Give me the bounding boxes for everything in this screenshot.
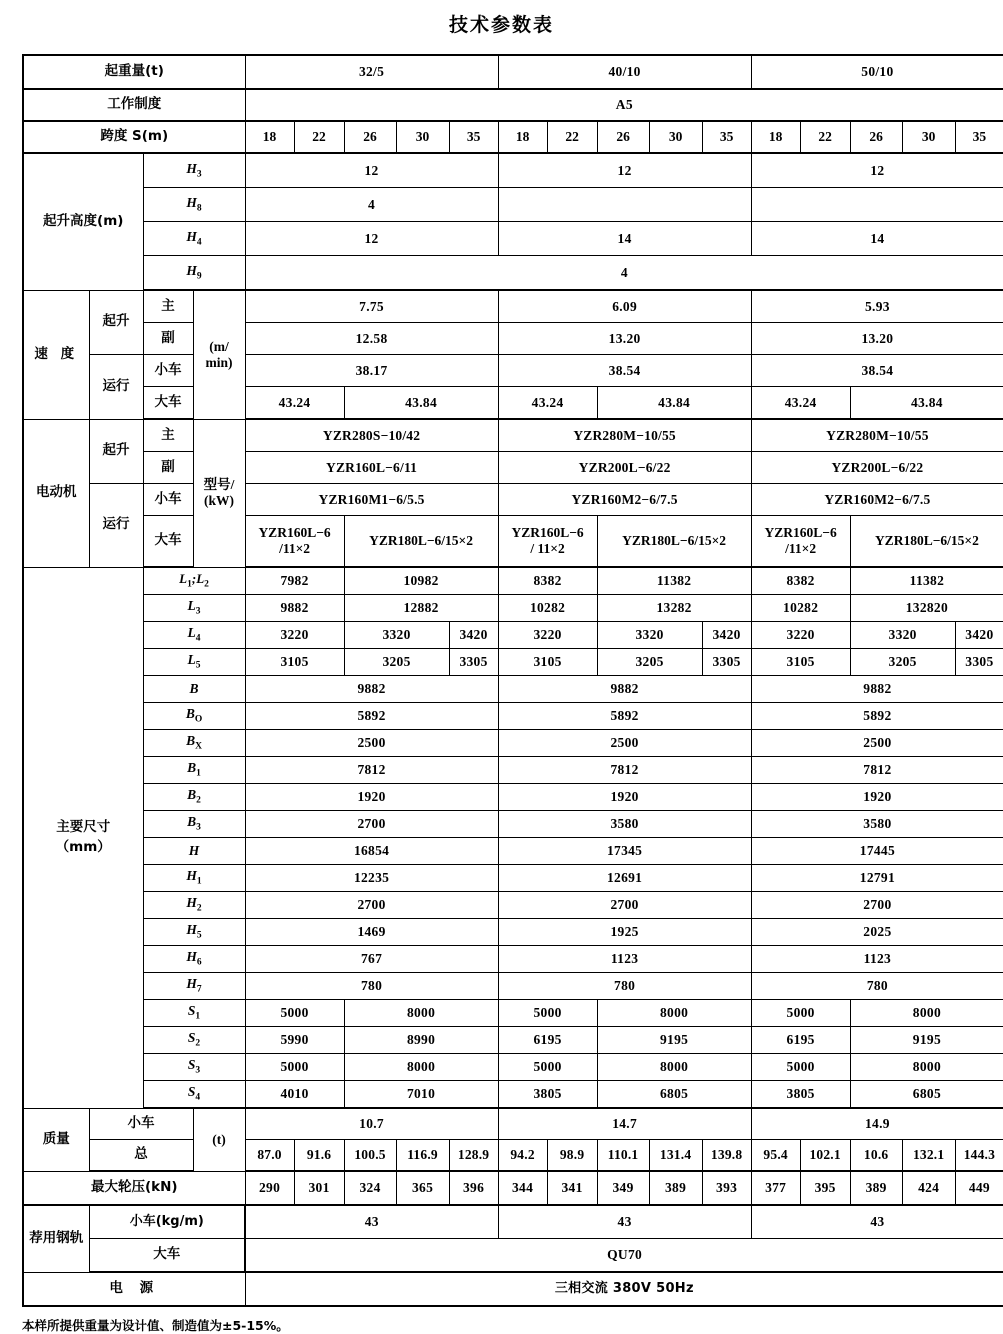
row-speed-bridge bbox=[23, 387, 1003, 420]
symbol-s4: $S_4$ bbox=[143, 1081, 245, 1109]
motor-hoist-label: 起升 bbox=[89, 419, 143, 484]
mass-total-value: 10.6 bbox=[850, 1140, 902, 1172]
dim-value: 11382 bbox=[597, 567, 751, 595]
dim-value: 3205 bbox=[850, 649, 955, 676]
motor-main-label: 主 bbox=[143, 419, 193, 452]
symbol-bo: $B_O$ bbox=[143, 703, 245, 730]
motor-aux-value: YZR200L−6/22 bbox=[498, 452, 751, 484]
symbol-h2: $H_2$ bbox=[143, 892, 245, 919]
row-duty bbox=[23, 89, 1003, 121]
wheel-pressure-value: 344 bbox=[498, 1171, 547, 1205]
row-lift-height-h9 bbox=[23, 256, 1003, 291]
dim-value: 5000 bbox=[245, 1000, 344, 1027]
row-dim-b bbox=[23, 676, 1003, 703]
dim-value: 12235 bbox=[245, 865, 498, 892]
mass-total-value: 95.4 bbox=[751, 1140, 800, 1172]
dim-value: 8000 bbox=[850, 1000, 1003, 1027]
row-dim-s3 bbox=[23, 1054, 1003, 1081]
lift-h3-value: 12 bbox=[751, 153, 1003, 188]
motor-travel-label: 运行 bbox=[89, 484, 143, 568]
dim-value: 8382 bbox=[751, 567, 850, 595]
motor-bridge-value-large: YZR180L−6/15×2 bbox=[850, 516, 1003, 568]
span-value: 18 bbox=[498, 121, 547, 153]
span-value: 22 bbox=[294, 121, 344, 153]
motor-bridge-value-small: YZR160L−6 /11×2 bbox=[245, 516, 344, 568]
dim-value: 767 bbox=[245, 946, 498, 973]
symbol-b3: $B_3$ bbox=[143, 811, 245, 838]
row-dim-h bbox=[23, 838, 1003, 865]
motor-label: 电动机 bbox=[23, 419, 89, 567]
mass-trolley-value: 14.7 bbox=[498, 1108, 751, 1140]
mass-total-value: 102.1 bbox=[800, 1140, 850, 1172]
dim-value: 3205 bbox=[597, 649, 702, 676]
dim-value: 8000 bbox=[344, 1054, 498, 1081]
mass-total-value: 116.9 bbox=[396, 1140, 449, 1172]
lift-h4-value: 12 bbox=[245, 222, 498, 256]
dim-value: 3220 bbox=[751, 622, 850, 649]
dim-value: 1925 bbox=[498, 919, 751, 946]
symbol-b2: $B_2$ bbox=[143, 784, 245, 811]
motor-bridge-value-large: YZR180L−6/15×2 bbox=[344, 516, 498, 568]
symbol-l3: $L_3$ bbox=[143, 595, 245, 622]
dim-value: 9882 bbox=[245, 676, 498, 703]
dim-value: 7010 bbox=[344, 1081, 498, 1109]
dim-value: 780 bbox=[245, 973, 498, 1000]
dim-value: 3220 bbox=[498, 622, 597, 649]
rail-label: 荐用钢轨 bbox=[23, 1205, 89, 1272]
dim-value: 5892 bbox=[498, 703, 751, 730]
dim-value: 1469 bbox=[245, 919, 498, 946]
speed-main-label: 主 bbox=[143, 290, 193, 323]
page-title: 技术参数表 bbox=[448, 14, 554, 36]
speed-hoist-label: 起升 bbox=[89, 290, 143, 355]
capacity-value: 50/10 bbox=[751, 55, 1003, 89]
lift-h3-value: 12 bbox=[498, 153, 751, 188]
lift-h8-value: 4 bbox=[245, 188, 498, 222]
dim-value: 3320 bbox=[597, 622, 702, 649]
dim-value: 12691 bbox=[498, 865, 751, 892]
mass-total-value: 110.1 bbox=[597, 1140, 649, 1172]
dim-value: 3305 bbox=[702, 649, 751, 676]
mass-total-value: 139.8 bbox=[702, 1140, 751, 1172]
dim-value: 5892 bbox=[245, 703, 498, 730]
speed-unit: (m/ min) bbox=[193, 290, 245, 419]
wheel-pressure-value: 341 bbox=[547, 1171, 597, 1205]
mass-trolley-value: 10.7 bbox=[245, 1108, 498, 1140]
motor-main-value: YZR280M−10/55 bbox=[498, 419, 751, 452]
dim-value: 5000 bbox=[498, 1054, 597, 1081]
row-lift-height-h4 bbox=[23, 222, 1003, 256]
dim-value: 1920 bbox=[245, 784, 498, 811]
dim-value: 3580 bbox=[498, 811, 751, 838]
row-lift-height-h3 bbox=[23, 153, 1003, 188]
symbol-l5: $L_5$ bbox=[143, 649, 245, 676]
rail-trolley-value: 43 bbox=[751, 1205, 1003, 1239]
row-dim-l3 bbox=[23, 595, 1003, 622]
span-value: 18 bbox=[245, 121, 294, 153]
row-motor-bridge bbox=[23, 516, 1003, 568]
motor-trolley-value: YZR160M2−6/7.5 bbox=[751, 484, 1003, 516]
dim-value: 8382 bbox=[498, 567, 597, 595]
dim-value: 3320 bbox=[850, 622, 955, 649]
mass-total-value: 128.9 bbox=[449, 1140, 498, 1172]
row-speed-trolley bbox=[23, 355, 1003, 387]
rail-bridge-label: 大车 bbox=[89, 1239, 245, 1273]
symbol-h4: $H_4$ bbox=[143, 222, 245, 256]
wheel-pressure-value: 396 bbox=[449, 1171, 498, 1205]
dim-value: 132820 bbox=[850, 595, 1003, 622]
span-value: 26 bbox=[344, 121, 396, 153]
dim-value: 3420 bbox=[955, 622, 1003, 649]
row-dim-h6 bbox=[23, 946, 1003, 973]
speed-main-value: 7.75 bbox=[245, 290, 498, 323]
dim-value: 8000 bbox=[344, 1000, 498, 1027]
power-value: 三相交流 380V 50Hz bbox=[245, 1272, 1003, 1306]
mass-total-label: 总 bbox=[89, 1140, 193, 1172]
symbol-b1: $B_1$ bbox=[143, 757, 245, 784]
dim-value: 2025 bbox=[751, 919, 1003, 946]
speed-aux-value: 12.58 bbox=[245, 323, 498, 355]
dim-value: 3105 bbox=[751, 649, 850, 676]
dim-value: 11382 bbox=[850, 567, 1003, 595]
motor-aux-label: 副 bbox=[143, 452, 193, 484]
dim-value: 7812 bbox=[498, 757, 751, 784]
wheel-pressure-value: 393 bbox=[702, 1171, 751, 1205]
dim-value: 2500 bbox=[498, 730, 751, 757]
mass-total-value: 98.9 bbox=[547, 1140, 597, 1172]
span-value: 22 bbox=[800, 121, 850, 153]
motor-bridge-value-small: YZR160L−6 / 11×2 bbox=[498, 516, 597, 568]
dim-value: 17445 bbox=[751, 838, 1003, 865]
capacity-label: 起重量(t) bbox=[23, 55, 245, 89]
dim-value: 10982 bbox=[344, 567, 498, 595]
dim-value: 3320 bbox=[344, 622, 449, 649]
mass-total-value: 87.0 bbox=[245, 1140, 294, 1172]
symbol-h1: $H_1$ bbox=[143, 865, 245, 892]
span-value: 30 bbox=[396, 121, 449, 153]
dim-value: 5892 bbox=[751, 703, 1003, 730]
symbol-bx: $B_X$ bbox=[143, 730, 245, 757]
mass-unit: (t) bbox=[193, 1108, 245, 1171]
dim-value: 12882 bbox=[344, 595, 498, 622]
mass-trolley-label: 小车 bbox=[89, 1108, 193, 1140]
symbol-h7: $H_7$ bbox=[143, 973, 245, 1000]
rail-trolley-value: 43 bbox=[498, 1205, 751, 1239]
rail-trolley-value: 43 bbox=[245, 1205, 498, 1239]
dim-value: 6195 bbox=[498, 1027, 597, 1054]
row-dim-bo bbox=[23, 703, 1003, 730]
span-value: 26 bbox=[850, 121, 902, 153]
mass-total-value: 144.3 bbox=[955, 1140, 1003, 1172]
lift-h4-value: 14 bbox=[751, 222, 1003, 256]
motor-trolley-value: YZR160M1−6/5.5 bbox=[245, 484, 498, 516]
span-value: 30 bbox=[902, 121, 955, 153]
dim-value: 780 bbox=[751, 973, 1003, 1000]
lift-h9-value: 4 bbox=[245, 256, 1003, 291]
symbol-h8: $H_8$ bbox=[143, 188, 245, 222]
dim-value: 3105 bbox=[245, 649, 344, 676]
row-dim-s2 bbox=[23, 1027, 1003, 1054]
span-value: 35 bbox=[449, 121, 498, 153]
row-dim-h2 bbox=[23, 892, 1003, 919]
dim-value: 16854 bbox=[245, 838, 498, 865]
dim-value: 2700 bbox=[751, 892, 1003, 919]
span-label: 跨度 S(m) bbox=[23, 121, 245, 153]
row-lift-height-h8 bbox=[23, 188, 1003, 222]
dim-value: 3305 bbox=[955, 649, 1003, 676]
power-label: 电 源 bbox=[23, 1272, 245, 1306]
speed-trolley-value: 38.54 bbox=[751, 355, 1003, 387]
dim-value: 9195 bbox=[850, 1027, 1003, 1054]
row-motor-trolley bbox=[23, 484, 1003, 516]
motor-bridge-value-small: YZR160L−6 /11×2 bbox=[751, 516, 850, 568]
motor-main-value: YZR280M−10/55 bbox=[751, 419, 1003, 452]
wheel-pressure-value: 290 bbox=[245, 1171, 294, 1205]
dim-value: 3580 bbox=[751, 811, 1003, 838]
speed-trolley-value: 38.54 bbox=[498, 355, 751, 387]
wheel-pressure-value: 389 bbox=[850, 1171, 902, 1205]
mass-trolley-value: 14.9 bbox=[751, 1108, 1003, 1140]
span-value: 22 bbox=[547, 121, 597, 153]
row-dim-s1 bbox=[23, 1000, 1003, 1027]
wheel-pressure-value: 324 bbox=[344, 1171, 396, 1205]
dims-label: 主要尺寸 （mm） bbox=[23, 567, 143, 1108]
speed-travel-label: 运行 bbox=[89, 355, 143, 420]
speed-label: 速 度 bbox=[23, 290, 89, 419]
technical-parameters-table bbox=[22, 54, 1003, 1307]
speed-aux-value: 13.20 bbox=[498, 323, 751, 355]
row-capacity bbox=[23, 55, 1003, 89]
rail-bridge-value: QU70 bbox=[245, 1239, 1003, 1273]
dim-value: 8000 bbox=[597, 1054, 751, 1081]
speed-bridge-value: 43.24 bbox=[245, 387, 344, 420]
wheel-pressure-value: 424 bbox=[902, 1171, 955, 1205]
speed-main-value: 6.09 bbox=[498, 290, 751, 323]
dim-value: 10282 bbox=[498, 595, 597, 622]
motor-bridge-value-large: YZR180L−6/15×2 bbox=[597, 516, 751, 568]
footnote: 本样所提供重量为设计值、制造值为±5-15%。 bbox=[22, 1318, 289, 1333]
dim-value: 2700 bbox=[498, 892, 751, 919]
wheel-pressure-value: 377 bbox=[751, 1171, 800, 1205]
capacity-value: 32/5 bbox=[245, 55, 498, 89]
dim-value: 2500 bbox=[751, 730, 1003, 757]
span-value: 26 bbox=[597, 121, 649, 153]
dim-value: 780 bbox=[498, 973, 751, 1000]
dim-value: 6195 bbox=[751, 1027, 850, 1054]
row-span bbox=[23, 121, 1003, 153]
mass-total-value: 131.4 bbox=[649, 1140, 702, 1172]
row-dim-b3 bbox=[23, 811, 1003, 838]
dim-value: 9882 bbox=[751, 676, 1003, 703]
speed-bridge-value: 43.84 bbox=[344, 387, 498, 420]
lift-h8-value bbox=[498, 188, 751, 222]
lift-h4-value: 14 bbox=[498, 222, 751, 256]
span-value: 18 bbox=[751, 121, 800, 153]
dim-value: 1920 bbox=[751, 784, 1003, 811]
symbol-l4: $L_4$ bbox=[143, 622, 245, 649]
dim-value: 5990 bbox=[245, 1027, 344, 1054]
dim-value: 1920 bbox=[498, 784, 751, 811]
symbol-b: B bbox=[143, 676, 245, 703]
speed-bridge-label: 大车 bbox=[143, 387, 193, 420]
dim-value: 9882 bbox=[498, 676, 751, 703]
speed-main-value: 5.93 bbox=[751, 290, 1003, 323]
dim-value: 5000 bbox=[751, 1054, 850, 1081]
row-dim-b2 bbox=[23, 784, 1003, 811]
dim-value: 13282 bbox=[597, 595, 751, 622]
dim-value: 3420 bbox=[702, 622, 751, 649]
row-dim-l5 bbox=[23, 649, 1003, 676]
speed-bridge-value: 43.24 bbox=[751, 387, 850, 420]
row-dim-l4 bbox=[23, 622, 1003, 649]
dim-value: 3220 bbox=[245, 622, 344, 649]
lift-height-label: 起升高度(m) bbox=[23, 153, 143, 290]
dim-value: 5000 bbox=[498, 1000, 597, 1027]
row-dim-h1 bbox=[23, 865, 1003, 892]
dim-value: 5000 bbox=[245, 1054, 344, 1081]
mass-total-value: 132.1 bbox=[902, 1140, 955, 1172]
wheel-pressure-label: 最大轮压(kN) bbox=[23, 1171, 245, 1205]
dim-value: 1123 bbox=[498, 946, 751, 973]
speed-bridge-value: 43.24 bbox=[498, 387, 597, 420]
dim-value: 7982 bbox=[245, 567, 344, 595]
dim-value: 1123 bbox=[751, 946, 1003, 973]
row-power bbox=[23, 1272, 1003, 1306]
symbol-s3: $S_3$ bbox=[143, 1054, 245, 1081]
row-dim-bx bbox=[23, 730, 1003, 757]
motor-bridge-label: 大车 bbox=[143, 516, 193, 568]
dim-value: 10282 bbox=[751, 595, 850, 622]
dim-value: 17345 bbox=[498, 838, 751, 865]
duty-label: 工作制度 bbox=[23, 89, 245, 121]
capacity-value: 40/10 bbox=[498, 55, 751, 89]
mass-total-value: 94.2 bbox=[498, 1140, 547, 1172]
dim-value: 6805 bbox=[597, 1081, 751, 1109]
row-rail-bridge bbox=[23, 1239, 1003, 1273]
lift-h8-value bbox=[751, 188, 1003, 222]
row-motor-main bbox=[23, 419, 1003, 452]
symbol-s2: $S_2$ bbox=[143, 1027, 245, 1054]
speed-trolley-value: 38.17 bbox=[245, 355, 498, 387]
row-dim-l1l2 bbox=[23, 567, 1003, 595]
dim-value: 7812 bbox=[751, 757, 1003, 784]
speed-bridge-value: 43.84 bbox=[850, 387, 1003, 420]
wheel-pressure-value: 395 bbox=[800, 1171, 850, 1205]
speed-trolley-label: 小车 bbox=[143, 355, 193, 387]
wheel-pressure-value: 449 bbox=[955, 1171, 1003, 1205]
row-motor-aux bbox=[23, 452, 1003, 484]
symbol-h3: $H_3$ bbox=[143, 153, 245, 188]
row-rail-trolley bbox=[23, 1205, 1003, 1239]
motor-aux-value: YZR160L−6/11 bbox=[245, 452, 498, 484]
span-value: 35 bbox=[955, 121, 1003, 153]
duty-value: A5 bbox=[245, 89, 1003, 121]
dim-value: 8000 bbox=[850, 1054, 1003, 1081]
symbol-l1-l2: $L_1;L_2$ bbox=[143, 567, 245, 595]
wheel-pressure-value: 365 bbox=[396, 1171, 449, 1205]
dim-value: 12791 bbox=[751, 865, 1003, 892]
dim-value: 6805 bbox=[850, 1081, 1003, 1109]
row-dim-h7 bbox=[23, 973, 1003, 1000]
dim-value: 3305 bbox=[449, 649, 498, 676]
row-dim-s4 bbox=[23, 1081, 1003, 1109]
dim-value: 2700 bbox=[245, 892, 498, 919]
row-dim-b1 bbox=[23, 757, 1003, 784]
dim-value: 7812 bbox=[245, 757, 498, 784]
symbol-s1: $S_1$ bbox=[143, 1000, 245, 1027]
wheel-pressure-value: 389 bbox=[649, 1171, 702, 1205]
dim-value: 3205 bbox=[344, 649, 449, 676]
dim-value: 8990 bbox=[344, 1027, 498, 1054]
dim-value: 3105 bbox=[498, 649, 597, 676]
dim-value: 2500 bbox=[245, 730, 498, 757]
wheel-pressure-value: 301 bbox=[294, 1171, 344, 1205]
dim-value: 3420 bbox=[449, 622, 498, 649]
dim-value: 8000 bbox=[597, 1000, 751, 1027]
row-speed-aux bbox=[23, 323, 1003, 355]
mass-total-value: 100.5 bbox=[344, 1140, 396, 1172]
symbol-h6: $H_6$ bbox=[143, 946, 245, 973]
dim-value: 9882 bbox=[245, 595, 344, 622]
mass-total-value: 91.6 bbox=[294, 1140, 344, 1172]
dim-value: 3805 bbox=[751, 1081, 850, 1109]
dim-value: 9195 bbox=[597, 1027, 751, 1054]
symbol-h5: $H_5$ bbox=[143, 919, 245, 946]
motor-unit: 型号/ (kW) bbox=[193, 419, 245, 567]
dim-value: 3805 bbox=[498, 1081, 597, 1109]
motor-aux-value: YZR200L−6/22 bbox=[751, 452, 1003, 484]
symbol-h: H bbox=[143, 838, 245, 865]
row-dim-h5 bbox=[23, 919, 1003, 946]
dim-value: 5000 bbox=[751, 1000, 850, 1027]
speed-aux-label: 副 bbox=[143, 323, 193, 355]
motor-main-value: YZR280S−10/42 bbox=[245, 419, 498, 452]
row-wheel-pressure bbox=[23, 1171, 1003, 1205]
span-value: 35 bbox=[702, 121, 751, 153]
speed-bridge-value: 43.84 bbox=[597, 387, 751, 420]
rail-trolley-label: 小车(kg/m) bbox=[89, 1205, 245, 1239]
wheel-pressure-value: 349 bbox=[597, 1171, 649, 1205]
mass-label: 质量 bbox=[23, 1108, 89, 1171]
dim-value: 2700 bbox=[245, 811, 498, 838]
speed-aux-value: 13.20 bbox=[751, 323, 1003, 355]
motor-trolley-label: 小车 bbox=[143, 484, 193, 516]
row-mass-trolley bbox=[23, 1108, 1003, 1140]
dim-value: 4010 bbox=[245, 1081, 344, 1109]
symbol-h9: $H_9$ bbox=[143, 256, 245, 291]
span-value: 30 bbox=[649, 121, 702, 153]
motor-trolley-value: YZR160M2−6/7.5 bbox=[498, 484, 751, 516]
lift-h3-value: 12 bbox=[245, 153, 498, 188]
row-speed-main bbox=[23, 290, 1003, 323]
row-mass-total bbox=[23, 1140, 1003, 1172]
